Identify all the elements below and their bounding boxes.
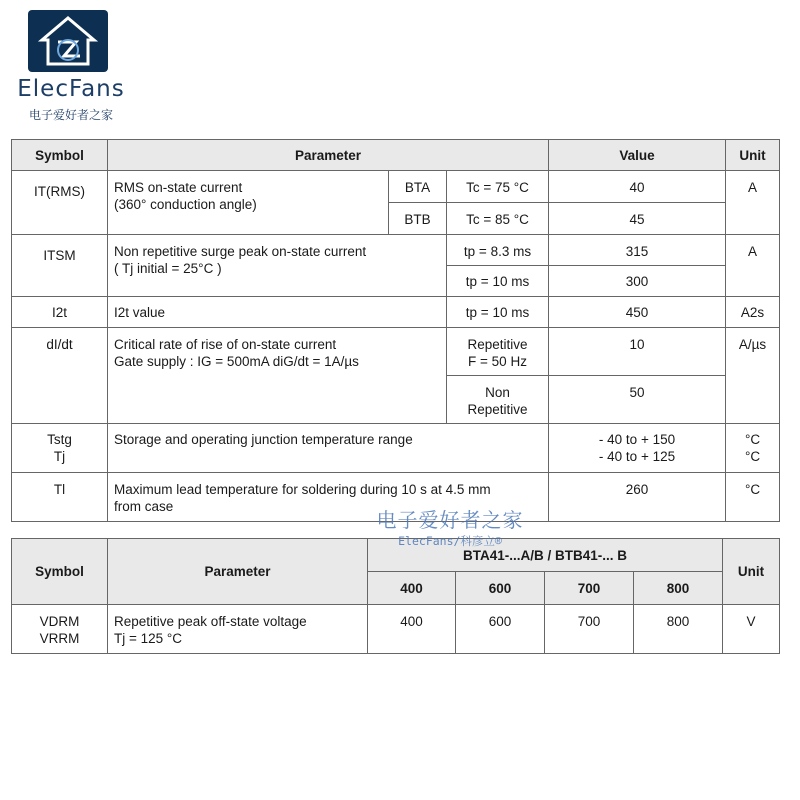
value-700: 700	[545, 605, 634, 654]
header-symbol: Symbol	[12, 140, 108, 171]
watermark-line2: ElecFans/科彦立®	[398, 534, 502, 548]
header-voltage: 800	[634, 572, 723, 605]
header-voltage: 700	[545, 572, 634, 605]
symbol-text: VRRM	[39, 631, 80, 646]
logo-subtitle: 电子爱好者之家	[28, 108, 113, 122]
param-text: Non repetitive surge peak on-state current	[114, 244, 367, 259]
header-group: BTA41-...A/B / BTB41-... B	[368, 539, 723, 572]
table-header-row	[12, 140, 780, 171]
header-unit: Unit	[723, 539, 780, 605]
value-400: 400	[368, 605, 456, 654]
value-text: - 40 to + 150	[598, 432, 676, 447]
table-row	[12, 235, 780, 266]
cond-text: Repetitive	[467, 402, 528, 417]
param-didt	[108, 328, 447, 424]
param-vdrm	[108, 605, 368, 654]
value-didt-2: 50	[549, 376, 726, 424]
cond-bta: Tc = 75 °C	[447, 171, 549, 203]
cond-text: F = 50 Hz	[468, 354, 527, 369]
unit-tstg	[726, 424, 780, 473]
header-unit: Unit	[726, 140, 780, 171]
unit-text: °C	[744, 432, 761, 447]
elecfans-logo	[6, 10, 136, 120]
value-text: - 40 to + 125	[598, 449, 676, 464]
value-600: 600	[456, 605, 545, 654]
cond-didt-2	[447, 376, 549, 424]
value-itsm-2: 300	[549, 266, 726, 297]
logo-brand-text: ElecFans	[17, 76, 125, 102]
symbol-i2t: I2t	[12, 297, 108, 328]
param-text: Repetitive peak off-state voltage	[114, 614, 307, 629]
header-parameter: Parameter	[108, 140, 549, 171]
house-icon	[28, 10, 108, 72]
header-voltage: 600	[456, 572, 545, 605]
table-row	[12, 605, 780, 654]
unit-i2t: A2s	[726, 297, 780, 328]
table-row	[12, 297, 780, 328]
symbol-vdrm	[12, 605, 108, 654]
table-row	[12, 424, 780, 473]
cond-itsm-2: tp = 10 ms	[447, 266, 549, 297]
param-text: Critical rate of rise of on-state current	[114, 337, 337, 352]
cond-i2t: tp = 10 ms	[447, 297, 549, 328]
cond-btb: Tc = 85 °C	[447, 203, 549, 235]
param-text: (360° conduction angle)	[114, 197, 257, 212]
param-tstg: Storage and operating junction temperature range	[108, 424, 549, 473]
value-bta: 40	[549, 171, 726, 203]
table-row	[12, 328, 780, 376]
value-800: 800	[634, 605, 723, 654]
value-i2t: 450	[549, 297, 726, 328]
value-didt-1: 10	[549, 328, 726, 376]
header-symbol: Symbol	[12, 539, 108, 605]
unit-didt: A/µs	[726, 328, 780, 424]
param-text: Maximum lead temperature for soldering during 10 s at 4.5 mm	[114, 482, 491, 497]
value-btb: 45	[549, 203, 726, 235]
cond-text: Non	[485, 385, 510, 400]
type-bta: BTA	[389, 171, 447, 203]
table-row	[12, 171, 780, 203]
param-itsm	[108, 235, 447, 297]
param-i2t: I2t value	[108, 297, 447, 328]
header-value: Value	[549, 140, 726, 171]
cond-itsm-1: tp = 8.3 ms	[447, 235, 549, 266]
param-text: Gate supply : IG = 500mA diG/dt = 1A/µs	[114, 354, 359, 369]
param-text: from case	[114, 499, 174, 514]
unit-irms: A	[726, 171, 780, 235]
symbol-text: Tstg	[47, 432, 72, 447]
value-tl: 260	[549, 473, 726, 522]
value-itsm-1: 315	[549, 235, 726, 266]
voltage-table	[11, 538, 780, 654]
symbol-tstg	[12, 424, 108, 473]
watermark-line1: 电子爱好者之家	[376, 508, 524, 532]
cond-text: Repetitive	[467, 337, 528, 352]
ratings-table	[11, 139, 780, 522]
cond-didt-1	[447, 328, 549, 376]
watermark	[350, 504, 550, 549]
unit-itsm: A	[726, 235, 780, 297]
type-btb: BTB	[389, 203, 447, 235]
unit-vdrm: V	[723, 605, 780, 654]
value-tstg	[549, 424, 726, 473]
symbol-text: Tj	[53, 449, 66, 464]
unit-tl: °C	[726, 473, 780, 522]
symbol-tl: Tl	[12, 473, 108, 522]
unit-text: °C	[744, 449, 761, 464]
param-text: Tj = 125 °C	[114, 631, 183, 646]
param-irms	[108, 171, 389, 235]
symbol-didt: dI/dt	[12, 328, 108, 424]
symbol-irms: IT(RMS)	[12, 171, 108, 235]
symbol-text: VDRM	[39, 614, 80, 629]
header-parameter: Parameter	[108, 539, 368, 605]
header-voltage: 400	[368, 572, 456, 605]
param-text: ( Tj initial = 25°C )	[114, 261, 222, 276]
symbol-itsm: ITSM	[12, 235, 108, 297]
param-text: RMS on-state current	[114, 180, 243, 195]
